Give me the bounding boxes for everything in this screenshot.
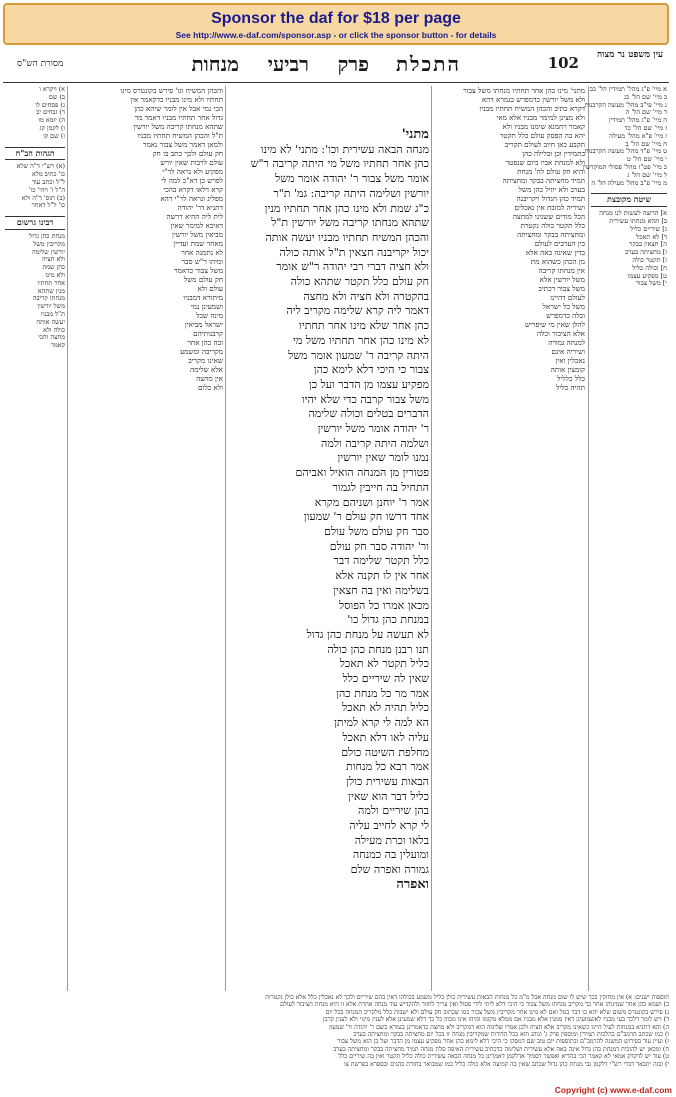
gemara-line: פטורין מן המנחה הואיל ואביהם — [295, 466, 429, 480]
bottom-note-line: תוספות ישנים: א) אין מחזקין בכך שיש לו שום מנחה אבל מ"מ כל מנחות הבאות עשירית כולן כליל משמע בכולהו דאין בהם שיריים ולכך לא נאכלין כלל אלא כולן נקטרות — [265, 994, 669, 1001]
bottom-note-line: ד) ויש לומר דלכך בעי מבניו לאשמועינן דאין ממנין אלא מבניו אם ממלא מקומו ומיהו אינו מכוון כל כך דלא שמעינן אלא לענין מינוי ולא לענין קרבן — [323, 1016, 669, 1024]
gemara-line: שתהא מנחתו קריבה משל יורשין ת"ל — [271, 216, 429, 230]
gemara-line: בהקטרה ולא חציה ולא מחצה — [303, 289, 429, 303]
tosafot-line: מביאין משל יורשין — [172, 230, 223, 239]
bottom-note-line: ז) ועיין עוד בפירוש המשנה להרמב"ם ובתוספות יום טוב שם דמסקו כי היכי דלא לימא כהן אחר מפקיע עצמו מן הדבר ועל כן הוא משל צבור — [337, 1038, 669, 1046]
rashi-line: משל כל ישראל — [542, 302, 585, 311]
tosafot-line: עולם ולא — [197, 284, 223, 293]
masoret-entry: ג) פסחים לו — [35, 100, 65, 109]
bottom-note-line: י) ובזה יתבאר דברי רש"י דלקמן גבי מנחת כהן גדול שכתב שאין בה קמיצה אלא כולה כליל כמו שמבואר בתורת כהנים ובספרא בפרשת צו — [343, 1060, 669, 1068]
rashi-line: כלל כלליל — [556, 374, 585, 383]
tosafot-line: ומיהו ר"ש סבר — [181, 257, 223, 266]
ein-mishpat-entry: ה מיי' פ"ג מהל' תמידין — [608, 116, 667, 125]
left-margin-column — [5, 86, 65, 1056]
rashi-line: בין הערבים לעולם — [534, 239, 585, 248]
gemara-line: בשלימה ואין בה חצאין — [333, 583, 429, 597]
gemara-line: כליל תקטר לא תאכל — [339, 657, 429, 671]
rabbeinu-line: מנחת כהן גדול — [29, 231, 65, 240]
tosafot-line: לית ליה ההיא דרשה — [166, 212, 223, 221]
bottom-note-line: ו) כמו שכתב הרמב"ם בהלכות תמידין ומוספין פרק ג' ונוהג הוא בכל הדורות שמקריבין מנחה זו בכל יום מחציתה בבקר ומחציתה בערב — [353, 1031, 669, 1039]
gemara-column — [229, 127, 429, 892]
gemara-opening-word: מתני' — [401, 127, 429, 142]
hagahot-entry: (א) רש"י ד"ה שלא — [16, 162, 65, 171]
shita-mekubetzet-list — [591, 210, 667, 288]
gemara-line: בלאו וכרת מעילה — [354, 833, 429, 847]
tosafot-line: לא נתמנה אחר — [181, 248, 223, 257]
shita-mekubetzet-title: שיטה מקובצת — [591, 193, 667, 207]
gemara-line: ר' יהודה אומר משל יורשין — [317, 422, 429, 436]
rabbeinu-line: ולא מינו — [45, 270, 65, 279]
gemara-line: יכול יקריבנה חצאין ת"ל אותה כולה — [279, 245, 429, 259]
rashi-line: תמיד מחציתה בבקר ומחציתה — [502, 176, 585, 185]
gemara-line: אמר ר' יוחנן ושניהם מקרא — [314, 495, 429, 509]
rashi-line: נאכלין ואין — [555, 356, 585, 365]
tosafot-line: חק עולם ולכך כתב בו חק — [152, 149, 223, 158]
rabbeinu-line: ולא חציה — [42, 255, 65, 264]
rashi-line: דקרא כתיב והכהן המשיח תחתיו מבניו — [479, 104, 585, 113]
rashi-line: ושיריה אינם — [551, 347, 585, 356]
ein-mishpat-entry: ו מיי' שם הל' כד — [624, 123, 667, 132]
masoret-entry: א) ויקרא ו — [39, 85, 65, 93]
column-divider — [225, 86, 226, 991]
ein-mishpat-entry: ג מיי' פי"ב מהל' מעשה הקרבנות — [584, 100, 667, 109]
ein-mishpat-entry: ט מיי' פ"ד מהל' מעשה הקרבנות — [584, 147, 667, 156]
gemara-line: ור' יהודה סבר חק עולם — [329, 539, 429, 553]
rabbeinu-line: יורשין שלימה — [32, 247, 65, 256]
rashi-line: קומצין אותה — [550, 365, 585, 374]
gemara-line: והכהן המשיח תחתיו מבניו יעשה אותה — [265, 230, 429, 244]
tosafot-line: ושמעינן נמי — [190, 302, 223, 311]
rabbeinu-gershom-text — [5, 233, 65, 350]
rabbeinu-line: כהן שמת — [42, 263, 65, 272]
masoret-hashas-title: מסורת הש"ס — [17, 59, 64, 69]
tosafot-line: חק עולם משל — [183, 275, 223, 284]
rashi-line: לעולם דהיינו — [550, 293, 585, 302]
gemara-line: משל צבור קרבה כדי שלא יהיו — [301, 392, 429, 406]
tosafot-line: אין מחצה — [196, 374, 223, 383]
tosafot-line: גדול אחר תחתיו מבניו דאמר מר — [134, 113, 223, 122]
rashi-line: תקבע כאן חיוב לעולם תקריב — [504, 140, 585, 149]
rashi-line: יהא בה הפסק עולם כלל תקטר — [499, 131, 585, 140]
hagahot-entry: ל"ל וכתב עוד — [31, 177, 65, 186]
shita-entry: ט] מפקיע עצמו — [627, 271, 667, 280]
tosafot-line: שתהא מנחתו קריבה משל יורשין — [133, 122, 223, 131]
rashi-line: בדין שאינה באה אלא — [525, 248, 585, 257]
gemara-text — [229, 143, 429, 878]
tosafot-line: תחתיו ולא מינו מבניו כדקאמר אין — [130, 95, 223, 104]
rashi-line: ומחציתה בבקר ומחציתה — [517, 230, 585, 239]
rashi-line: אין מנחתו קריבה — [538, 266, 585, 275]
gemara-line: תנו רבנן מנחת כהן כולה — [327, 642, 429, 656]
gemara-line: הדברים בטלים וכולה שלימה — [308, 407, 429, 421]
rashi-line: להלן שאין מי שיפריש — [524, 320, 585, 329]
tractate-name: מנחות — [191, 52, 239, 76]
masoret-entry: ב) שם — [48, 92, 65, 101]
gemara-line: צבור כי היכי דלא לימא כהן — [313, 363, 429, 377]
ein-mishpat-entry: כ מיי' פט"ז מהל' פסולי המוקדשין — [582, 162, 667, 171]
tosafot-line: מינה שכל — [196, 311, 223, 320]
masoret-entry: ד) זבחים יב — [36, 108, 65, 117]
tosafot-line: אלא שלימה — [189, 365, 223, 374]
gemara-line: כליל תהיה לא תאכל — [342, 701, 429, 715]
rashi-line: והיא חק עולם לה' מנחת — [517, 167, 585, 176]
chapter-title-word: התכלת — [395, 52, 461, 76]
tosafot-line: הכי נמי אבל אין לומר שיהא כהן — [134, 104, 223, 113]
chapter-number: רביעי — [267, 52, 309, 76]
rabbeinu-line: ת"ל מבניו — [40, 309, 65, 318]
hagahot-entry: כו' ל"ל דאחר — [31, 201, 65, 210]
column-divider — [67, 86, 68, 991]
tosafot-text — [71, 86, 223, 392]
gemara-line: ומועלין בה כמנחה — [352, 848, 429, 862]
rashi-line: מתני' מינו כהן אחר תחתיו מנחתו משל צבור — [463, 86, 585, 95]
gemara-line: חק עולם כלל תקטר שתהא כולה — [290, 275, 429, 289]
rashi-line: משל יורשין אלא — [539, 275, 585, 284]
gemara-line: לא תעשה על מנחת כהן גדול — [306, 627, 429, 641]
gemara-line: אמר מר כל מנחת כהן — [336, 686, 429, 700]
gemara-line: מחלפת השיטה כולם — [341, 745, 429, 759]
gemara-line: כהן אחר תחתיו משל מי היתה קריבה ר"ש — [250, 157, 429, 171]
tosafot-line: עולם לרבות שאין יורש — [160, 158, 223, 167]
bottom-note-line: ח) ומכאן יש להוכיח דמנחת כהן גדול אינה באה אלא עשירית ושלימה כדכתיב עשירית האיפה סלת מנחה תמיד מחציתה בבקר ומחציתה בערב — [333, 1045, 669, 1053]
ein-mishpat-entry: ד מיי' שם הל' ה — [625, 108, 667, 117]
rashi-line: ולא משל יורשין כדמפרש בגמרא דהא — [481, 95, 585, 104]
bottom-notes-list — [3, 994, 669, 1068]
shita-entry: ב] תהא מנחתו עשירית — [609, 216, 667, 225]
shita-entry: ג] שיריים כליל — [630, 224, 667, 233]
gemara-line: הא למה לי קרא למיתן — [334, 716, 429, 730]
gemara-line: יורשין ושלימה היתה קריבה: גמ' ת"ר — [273, 186, 429, 200]
tosafot-line: קרא דלאו דקרא בהכי — [163, 185, 223, 194]
rashi-line: ולא מצינן למימר מבניו אלא מאי — [496, 113, 585, 122]
tosafot-line: מפליג ונראה לר"י דהא — [160, 194, 223, 203]
rabbeinu-line: אחר תחתיו — [37, 278, 65, 287]
rashi-column — [435, 86, 585, 986]
tosafot-line: ובה כהן אחר — [187, 338, 223, 347]
masoret-entry: ז) שם קו — [43, 131, 65, 140]
rabbeinu-line: יעשה אותה — [36, 317, 65, 326]
masoret-entry: ו) לקמן קג — [39, 123, 65, 132]
gemara-line: מפקיע עצמו מן הדבר ועל כן — [308, 377, 429, 391]
tosafot-line: משל צבור כדאמר — [174, 266, 223, 275]
rashi-line: כלל תקטר כולה נקטרת — [520, 221, 585, 230]
ein-mishpat-entry: א מיי' פ"ג מהל' תמידין הל' כב — [589, 85, 667, 93]
rashi-line: תהיה כליל — [556, 383, 585, 392]
rabbeinu-line: מנין שתהא — [37, 286, 65, 295]
rashi-line: למנחה גמורה — [548, 338, 585, 347]
sponsor-banner[interactable] — [3, 3, 669, 45]
sponsor-subtitle[interactable]: See http://www.e-daf.com/sponsor.asp - or click the sponsor button - for details — [175, 30, 497, 40]
rabbeinu-line: מחצה והכי — [38, 333, 65, 342]
hagahot-entry: (ב) תוס' ד"ה ולא — [21, 193, 65, 202]
gemara-line: בהן שיריים ולמה — [358, 804, 429, 818]
hagahot-entry: ה"ל ו' ויהי' כו' — [28, 185, 65, 194]
shita-entry: ח] וכולה כליל — [632, 263, 667, 272]
gemara-closing-word: ואפרה — [396, 876, 429, 892]
rashi-line: משל צבור דכתיב — [538, 284, 585, 293]
tosafot-yeshanim-notes — [3, 994, 669, 1080]
masoret-hashas-list — [5, 86, 65, 141]
copyright-link[interactable]: Copyright (c) www.e-daf.com — [554, 1085, 672, 1095]
rashi-line: מן הכהן כשהוא מת — [530, 257, 585, 266]
sponsor-title[interactable]: Sponsor the daf for $18 per page — [211, 10, 461, 27]
gemara-line: ולא חציה דברי רבי יהודה ר"ש אומר — [276, 260, 429, 274]
bottom-note-line: ב) ושמא כהן אחר שמינוהו אחר כך מקריב מנחתו משל צבור כי היכי דלא ליתי לידי פסול ואין צריך לחזור ולהקדיש עוד מנחה אחרת אלא זו היא מנחת הציבור לעולם — [280, 1001, 669, 1009]
ein-mishpat-entry: ל מיי' שם הל' ג — [627, 170, 667, 179]
hagahot-entry: כו' כתיב מלא — [32, 170, 65, 179]
rashi-line: ושיריה למזבח אין נאכלים — [514, 203, 585, 212]
rashi-line: בתמידין וכן ובלילה כהן — [522, 149, 585, 158]
gemara-line: מכאן אמרו כל הפוסל — [339, 598, 429, 612]
tosafot-line: ולא כלום — [198, 383, 223, 392]
ein-mishpat-entry: י מיי' שם הל' ט — [626, 155, 667, 164]
gemara-line: סבר חק עולם משל עולם — [324, 524, 429, 538]
gemara-line: כלל תקטר שלימה דבר — [333, 554, 429, 568]
ein-mishpat-entry: ב מיי' שם הל' כג — [624, 92, 667, 101]
column-divider — [588, 86, 589, 991]
rashi-line: ולא למנחת אביו ביום שנפטר — [505, 158, 585, 167]
gemara-line: התחיל בה חייבין לגמור — [332, 480, 429, 494]
tosafot-line: דאיכא למימר שאין — [170, 221, 223, 230]
rabbeinu-line: משל יורשין — [37, 302, 65, 311]
page-header — [3, 48, 669, 82]
gemara-line: אחד דרשו חק עולם ר' שמעון — [303, 510, 429, 524]
tosafot-line: מפקיע ולא נראה לר"י — [162, 167, 223, 176]
bottom-note-line: ט) עוד יש לדקדק אמאי לא קאמר הכי בהדיא ואפשר דסמיך אדלקמן דאמרינן כל מנחה הבאה עשירית כולה כליל תקטר ואין בה שיריים כלל — [338, 1053, 669, 1061]
gemara-line: נמנו לומר שאין יורשין — [337, 451, 429, 465]
rashi-text — [435, 86, 585, 392]
ein-mishpat-entry: ח מיי' שם הל' ב — [625, 139, 667, 148]
ein-mishpat-column — [582, 85, 667, 1056]
rabbeinu-gershom-title: רבינו גרשום — [5, 216, 65, 230]
masoret-entry: ה) יומא מו — [38, 116, 65, 125]
gemara-line: אמר רבא כל מנחות — [346, 760, 429, 774]
folio-number: 102 — [547, 54, 579, 72]
tosafot-line: מקריבה ומשמע — [180, 347, 223, 356]
gemara-line: לא מינו כהן אחר תחתיו משל מי — [292, 333, 429, 347]
rabbeinu-line: מנחתו קריבה — [32, 294, 65, 303]
rabbeinu-line: כולה ולא — [43, 325, 65, 334]
gemara-line: כליל דבר הוא שאין — [348, 789, 429, 803]
hagahot-habach-list — [5, 163, 65, 210]
tosafot-line: ישראל מביאין — [184, 320, 223, 329]
tosafot-line: שאינו מקריב — [188, 356, 223, 365]
gemara-line: אחר אין לו תקנה אלא — [335, 569, 429, 583]
tosafot-line: דתניא דר' יהודה — [177, 203, 223, 212]
bottom-note-line: ג) פירש בקונטרס משום שלא יהא בו דבר בטל ואם לא מינו אחר מקריבין משל צבור כמו שכתוב חק עולם ולא ישבות כלל מלקריב המנחה בכל יום — [325, 1008, 669, 1016]
shita-entry: ה] חצאין בבקר — [629, 240, 667, 249]
rashi-line: הכל מודים ששנינו למחצה — [512, 212, 585, 221]
gemara-line: שאין לה שיריים כלל — [342, 672, 429, 686]
ein-mishpat-list — [582, 85, 667, 187]
talmud-page — [3, 48, 669, 1083]
gemara-line: דאמר ליה קרא שלימה מקריב ליה — [286, 304, 429, 318]
gemara-line: לי קרא לחייב עליה — [349, 819, 429, 833]
ein-mishpat-entry: מ מיי' פ"ב מהל' מעילה הל' ה — [591, 178, 667, 187]
shita-entry: ז] תקטר כולה — [632, 255, 667, 264]
gemara-line: עליה לאו דלא תאכל — [342, 730, 429, 744]
rabbeinu-line: מקריבין משל — [33, 239, 65, 248]
tosafot-line: מאחר שמת ועדיין — [173, 239, 223, 248]
tosafot-line: והכהן המשיח וגו' פירש בקונטרס מינו — [120, 86, 223, 95]
gemara-line: היתה קריבה ר' שמעון אומר משל — [288, 348, 429, 362]
rabbeinu-line: קאמר — [50, 341, 65, 350]
tosafot-line: מיתורא דמבניו — [183, 293, 223, 302]
gemara-line: גמורה ואפרה שלם — [350, 863, 429, 877]
gemara-line: כהן אחר שלא מינו אחר תחתיו — [299, 319, 429, 333]
chapter-label: פרק — [337, 52, 369, 76]
gemara-line: הבאות עשירית כולן — [346, 774, 429, 788]
tosafot-line: קרבנותיהם — [193, 329, 223, 338]
ein-mishpat-title: עין משפט נר מצוה — [596, 50, 664, 60]
gemara-line: במנחת כהן גדול כו' — [347, 613, 429, 627]
tosafot-line: ת"ל והכהן המשיח תחתיו מבניו — [137, 131, 223, 140]
gemara-line: אומר משל צבור ר' יהודה אומר משל — [275, 172, 429, 186]
header-rule — [3, 82, 669, 83]
gemara-line: כ"ג שמת ולא מינו כהן אחר תחתיו מנין — [264, 201, 429, 215]
gemara-line: מנחה הבאה עשירית וכו': מתני' לא מינו — [260, 142, 429, 156]
tosafot-line: לפרש כן דא"כ למה לי — [161, 176, 223, 185]
shita-entry: ו] מחציתה בערב — [625, 248, 667, 257]
ein-mishpat-entry: ז מיי' פ"א מהל' מעילה — [609, 131, 667, 140]
rashi-line: בערב ולא יוזיל כהן משל — [518, 185, 585, 194]
shita-entry: א] הרוצה לעשות לנו מנחה — [599, 209, 667, 218]
rashi-line: קאמר רחמנא שימנו מבניו ולא — [502, 122, 585, 131]
bottom-note-line: ה) והא דתניא במנחות לעיל היינו כשאינו מקריב אלא חציה ולכן אמרו שלימה הוא דמקריב ולא מחצה כדאמרינן בגמרא בשם ר' יהודה ור' שמעון — [329, 1023, 669, 1031]
rashi-line: וכלה כדמפרש — [546, 311, 585, 320]
tosafot-column — [71, 86, 223, 986]
shita-entry: י] משל צבור — [635, 279, 667, 288]
shita-entry: ד] לא תאכל — [636, 232, 667, 241]
rashi-line: תמיד כהן הגדול ויקריבנה — [516, 194, 585, 203]
gemara-line: ושלמה היתה קריבה ולמה — [321, 436, 429, 450]
rashi-line: אלא הציבור וכלה — [536, 329, 585, 338]
hagahot-habach-title: הגהות הב"ח — [5, 147, 65, 161]
tosafot-line: ולמאן דאמר משל צבור נאמר — [142, 140, 223, 149]
column-divider — [431, 86, 432, 991]
